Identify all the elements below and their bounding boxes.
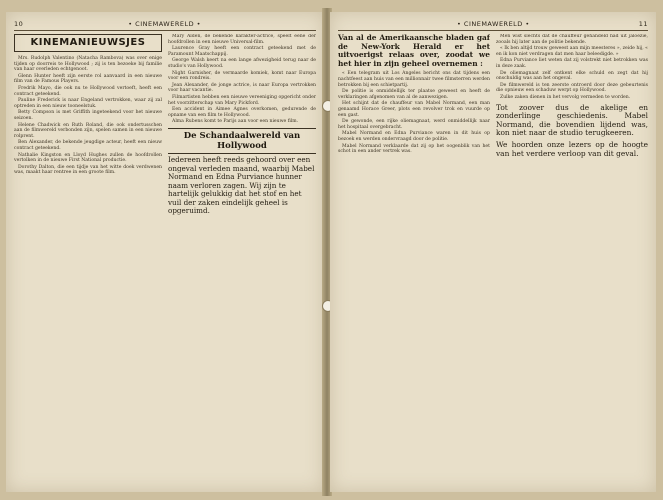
article-paragraph: Men wist slechts dat de chauffeur gehandeld had uit jaloezie, zooals hij later aan de politie bekende. <box>496 34 648 45</box>
article-paragraph: Mabel Normand en Edna Purviance waren in dit huis op bezoek en werden ondervraagd door de politie. <box>338 131 490 142</box>
right-column-2 <box>496 34 648 484</box>
article-paragraph: Een accident in Aimee Agnes overkomen, gedurende de opname van een film te Hollywood. <box>168 107 316 118</box>
feature-lead: Iedereen heeft reeds gehoord over een ongeval verleden maand, waarbij Mabel Normand en Edna Purviance hunner naam verloren zagen. Wij zijn te hartelijk gelukkig dat het stof en het vuil der zaken eindelijk geheel is opgeruimd. <box>168 154 315 216</box>
article-paragraph: Fredrik Mayo, die ook nu te Hollywood vertoeft, heeft een contract geteekend. <box>14 85 162 97</box>
article-paragraph: Het schijnt dat de chauffeur van Mabel Normand, een man genaamd Horace Greer, plots een revolver trok en vuurde op een gast. <box>338 101 490 118</box>
article-paragraph: De gewonde, een rijke oliemagnaat, werd onmiddellijk naar het hospitaal overgebracht. <box>338 119 490 130</box>
article-paragraph: Alma Rubens komt te Parijs aan voor een nieuwe film. <box>172 119 299 125</box>
article-paragraph: Jean Alexander, de jonge actrice, is naar Europa vertrokken voor haar vacantie. <box>168 82 316 94</box>
article-paragraph: Filmartisten hebben een nieuwe vereeniging opgericht onder het voorzitterschap van Mary Pickford. <box>168 94 316 106</box>
right-page-header <box>338 18 648 31</box>
article-lead: Van al de Amerikaansche bladen gaf de New-York Herald er het uitvoerigst relaas over, zoodat we het hier in zijn geheel overnemen : <box>338 34 490 68</box>
closing-followup: We hoorden onze lezers op de hoogte van het verdere verloop van dit geval. <box>496 139 648 158</box>
article-paragraph: Laurence Gray heeft een contract geteekend met de Paramount Maatschappij. <box>168 46 316 57</box>
left-column-1 <box>14 34 162 484</box>
article-paragraph: Nathalie Kingston en Lloyd Hughes zullen de hoofdrollen vertolken in de nieuwe First National productie. <box>14 152 162 164</box>
right-page-number: 11 <box>638 20 648 28</box>
article-paragraph: De filmwereld is ten zeerste ontroerd door deze gebeurtenis die opnieuw een schaduw werpt op Hollywood. <box>496 82 648 94</box>
left-columns <box>14 34 316 484</box>
left-col1-text <box>14 56 162 176</box>
article-paragraph: Zulke zaken dienen in het vervolg vermeden te worden. <box>500 94 631 100</box>
feature-title: De Schandaalwereld van Hollywood <box>168 128 316 154</box>
article-paragraph: Pauline Frederick is naar Engeland vertrokken, waar zij zal optreden in een nieuw tooneelstuk. <box>14 98 162 109</box>
article-paragraph: Mabel Normand verklaarde dat zij op het oogenblik van het schot in een ander vertrek was. <box>338 143 490 155</box>
article-paragraph: Dorothy Dalton, die een tijdje van het witte doek verdwenen was, maakt haar rentree in een groote film. <box>14 164 162 176</box>
article-paragraph: « Een telegram uit Los Angeles bericht ons dat tijdens een nachtfeest aan huis van een millionnair twee filmsterren werden betrokken bij een schietpartij. <box>338 71 490 88</box>
left-running-title: • CINEMAWERELD • <box>128 20 201 28</box>
left-col2-text <box>168 34 316 125</box>
article-paragraph: De politie is onmiddellijk ter plaatse geweest en heeft de verklaringen afgenomen van al de aanwezigen. <box>338 89 490 100</box>
right-page <box>330 12 656 492</box>
left-page-header <box>14 18 316 31</box>
left-column-2 <box>168 34 316 484</box>
article-paragraph: « Ik ben altijd trouw geweest aan mijn meesteres », zeide hij, « en ik kon niet verdragen dat men haar beleedigde. » <box>496 46 648 57</box>
right-col2-text <box>496 34 648 101</box>
left-page <box>6 12 324 492</box>
left-page-number: 10 <box>14 20 24 28</box>
article-paragraph: De oliemagnaat zelf ontkent elke schuld en zegt dat hij onschuldig was aan het ongeval. <box>496 70 648 82</box>
article-paragraph: George Walsh keert na een lange afwezigheid terug naar de studio's van Hollywood. <box>168 58 316 69</box>
article-paragraph: Helene Chadwick en Ruth Roland, die ook ondertusschen aan de filmwereld verbonden zijn, spelen samen in een nieuwe rolprent. <box>14 122 162 139</box>
article-paragraph: Betty Compson is met Griffith ingeteekend voor het nieuwe seizoen. <box>14 110 162 121</box>
section-heading: KINEMANIEUWSJES <box>14 34 162 52</box>
right-column-1 <box>338 34 490 484</box>
article-paragraph: Ben Alexander, de bekende jeugdige acteur, heeft een nieuw contract geteekend. <box>14 140 162 151</box>
article-paragraph: Mrs. Rudolph Valentino (Natacha Rambova) was over enige tijden op doorreis te Hollywood ; zij is ten bezoeke bij familie van haar overleden echtgenoot. <box>14 56 162 73</box>
article-paragraph: Glenn Hunter heeft zijn eerste rol aanvaard in een nieuwe film van de Famous Players. <box>14 73 162 85</box>
article-paragraph: Mary Alden, de bekende karakter-actrice, speelt eene der hoofdrollen in een nieuwe Universal-film. <box>168 34 316 45</box>
article-paragraph: Edna Purviance liet weten dat zij volstrekt niet betrokken was in deze zaak. <box>496 58 648 69</box>
right-col1-text <box>338 71 490 154</box>
right-running-title: • CINEMAWERELD • <box>457 20 530 28</box>
article-paragraph: Night Garnisher, de vermaarde komiek, komt naar Europa voor een rondreis. <box>168 70 316 82</box>
right-columns <box>338 34 648 484</box>
closing-paragraph: Tot zoover dus de akelige en zonderlinge geschiedenis. Mabel Normand, die bovendien lijdend was, kon niet naar de studio terugkeeren. <box>496 102 648 138</box>
